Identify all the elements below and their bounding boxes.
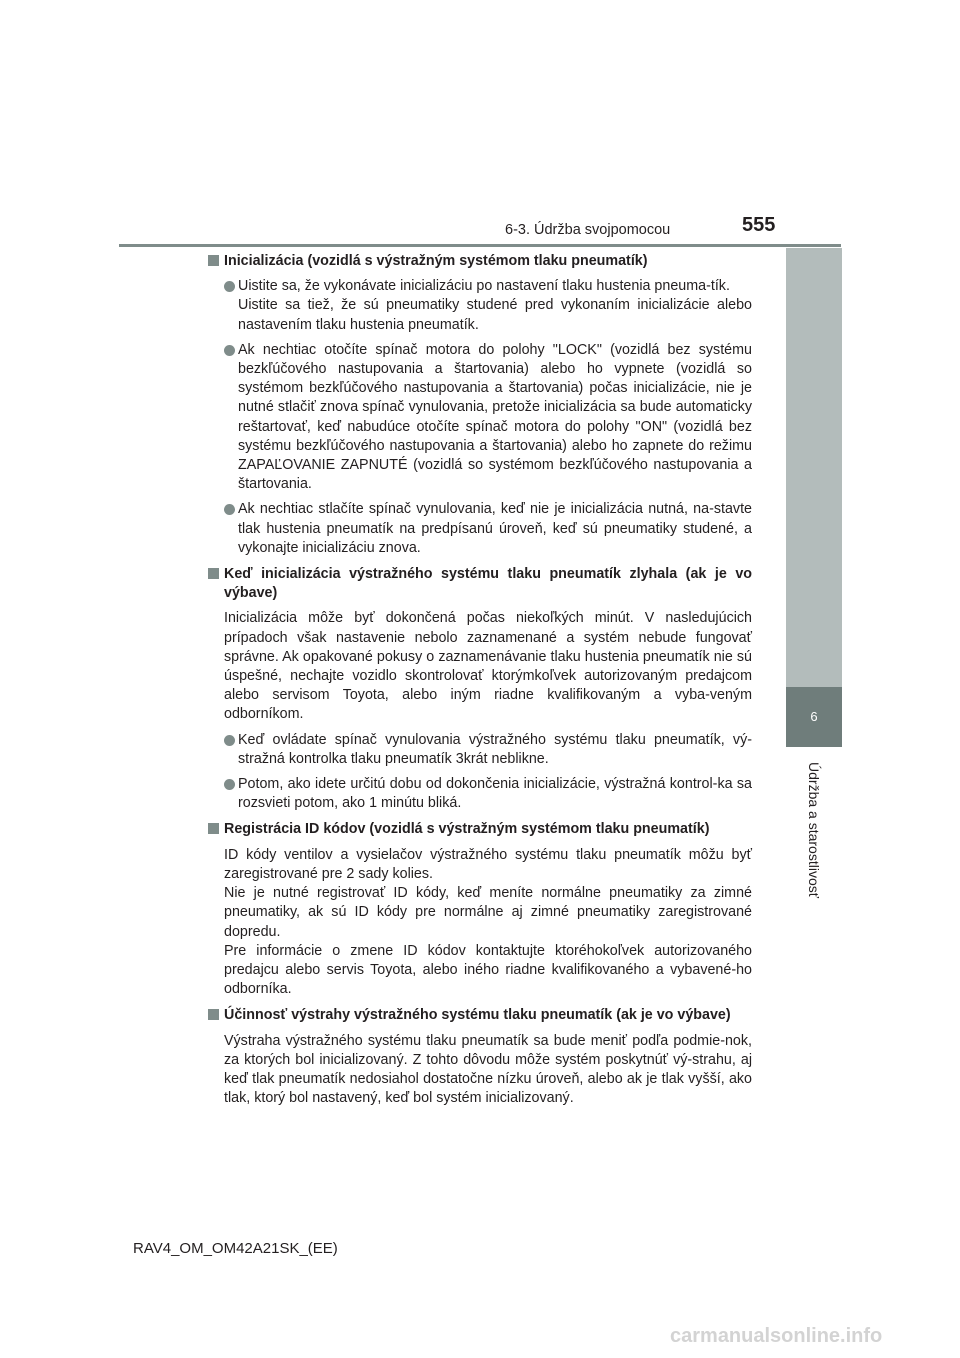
watermark: carmanualsonline.info xyxy=(670,1325,883,1347)
main-content xyxy=(208,252,752,1115)
section-header: 6-3. Údržba svojpomocou xyxy=(505,222,671,238)
bullet-text: Uistite sa, že vykonávate inicializáciu po nastavení tlaku hustenia pneuma-tík. Uistite sa tiež, že sú pneumatiky studené pred vykonaním inicializácie alebo nastavením tlaku hustenia pneumatík. xyxy=(238,278,752,333)
square-bullet-icon xyxy=(208,255,219,266)
section-heading-text: Účinnosť výstrahy výstražného systému tlaku pneumatík (ak je vo výbave) xyxy=(224,1007,731,1024)
bullet-item xyxy=(208,341,752,495)
bullet-item xyxy=(208,775,752,813)
circle-bullet-icon xyxy=(224,504,235,515)
section-heading-text: Inicializácia (vozidlá s výstražným systémom tlaku pneumatík) xyxy=(224,253,648,269)
section-heading xyxy=(208,1006,752,1025)
circle-bullet-icon xyxy=(224,345,235,356)
chapter-tab-background xyxy=(786,248,842,687)
bullet-text: Potom, ako idete určitú dobu od dokončenia inicializácie, výstražná kontrol-ka sa rozsvieti potom, ako 1 minútu bliká. xyxy=(238,776,752,812)
square-bullet-icon xyxy=(208,568,219,579)
section-heading xyxy=(208,252,752,271)
chapter-title: Údržba a starostlivosť xyxy=(806,762,822,898)
circle-bullet-icon xyxy=(224,779,235,790)
section-initialization-failed xyxy=(208,565,752,813)
document-code-footer: RAV4_OM_OM42A21SK_(EE) xyxy=(133,1240,338,1257)
section-heading-text: Registrácia ID kódov (vozidlá s výstražným systémom tlaku pneumatík) xyxy=(224,821,710,838)
section-heading xyxy=(208,565,752,603)
circle-bullet-icon xyxy=(224,735,235,746)
bullet-text: Ak nechtiac otočíte spínač motora do polohy "LOCK" (vozidlá bez systému bezkľúčového nastupovania a štartovania) alebo ho vypnete (vozidlá so systémom bezkľúčového nastupovania a štartovania) počas inicializácie, nie je nutné stlačiť znova spínač vynulovania, pretože inicializácia sa bude automaticky reštartovať, keď nabudúce otočíte spínač motora do polohy "ON" (vozidlá bez systému bezkľúčového nastupovania a štartovania) alebo ho zapnete do režimu ZAPAĽOVANIE ZAPNUTÉ (vozidlá so systémom bezkľúčového nastupovania a štartovania. xyxy=(238,341,752,493)
square-bullet-icon xyxy=(208,1009,219,1020)
section-paragraph: Výstraha výstražného systému tlaku pneumatík sa bude meniť podľa podmie-nok, za ktorých bol inicializovaný. Z tohto dôvodu môže systém poskytnúť vý-strahu, aj keď tlak pneumatík nedosiahol dostatočne nízku úroveň, alebo ak je tlak vyšší, ako tlak, ktorý bol nastavený, keď bol systém inicializovaný. xyxy=(224,1032,752,1107)
bullet-item xyxy=(208,277,752,335)
section-initialization xyxy=(208,252,752,558)
section-paragraph: Inicializácia môže byť dokončená počas niekoľkých minút. V nasledujúcich prípadoch však nastavenie nebolo zaznamenané a systém nebude fungovať správne. Ak opakované pokusy o zaznamenávanie tlaku hustenia pneumatík nie sú úspešné, nechajte vozidlo skontrolovať ktorýmkoľvek autorizovaným predajcom alebo servisom Toyota, alebo iným riadne kvalifikovaným a vyba-veným odborníkom. xyxy=(224,610,752,723)
section-warning-effectiveness xyxy=(208,1006,752,1108)
section-paragraph: ID kódy ventilov a vysielačov výstražného systému tlaku pneumatík môžu byť zaregistrované pre 2 sady kolies. Nie je nutné registrovať ID kódy, keď meníte normálne pneumatiky za zimné pneumatiky, ak sú ID kódy pre normálne aj zimné pneumatiky zaregistrované dopredu. Pre informácie o zmene ID kódov kontaktujte ktoréhokoľvek autorizovaného predajcu alebo servis Toyota, alebo iného riadne kvalifikovaného a vybavené-ho odborníka. xyxy=(224,846,752,998)
section-id-registration xyxy=(208,820,752,999)
bullet-item xyxy=(208,731,752,769)
bullet-item xyxy=(208,500,752,558)
square-bullet-icon xyxy=(208,823,219,834)
section-heading-text: Keď inicializácia výstražného systému tlaku pneumatík zlyhala (ak je vo výbave) xyxy=(224,566,752,602)
page-number: 555 xyxy=(742,214,776,236)
bullet-text: Ak nechtiac stlačíte spínač vynulovania, keď nie je inicializácia nutná, na-stavte tlak hustenia pneumatík na predpísanú úroveň, keď sú pneumatiky studené, a vykonajte inicializáciu znova. xyxy=(238,501,752,556)
circle-bullet-icon xyxy=(224,281,235,292)
chapter-number-tab: 6 xyxy=(786,687,842,747)
section-heading xyxy=(208,820,752,839)
bullet-text: Keď ovládate spínač vynulovania výstražného systému tlaku pneumatík, vý-stražná kontrolka tlaku pneumatík 3krát neblikne. xyxy=(238,731,752,767)
header-divider xyxy=(119,244,841,247)
